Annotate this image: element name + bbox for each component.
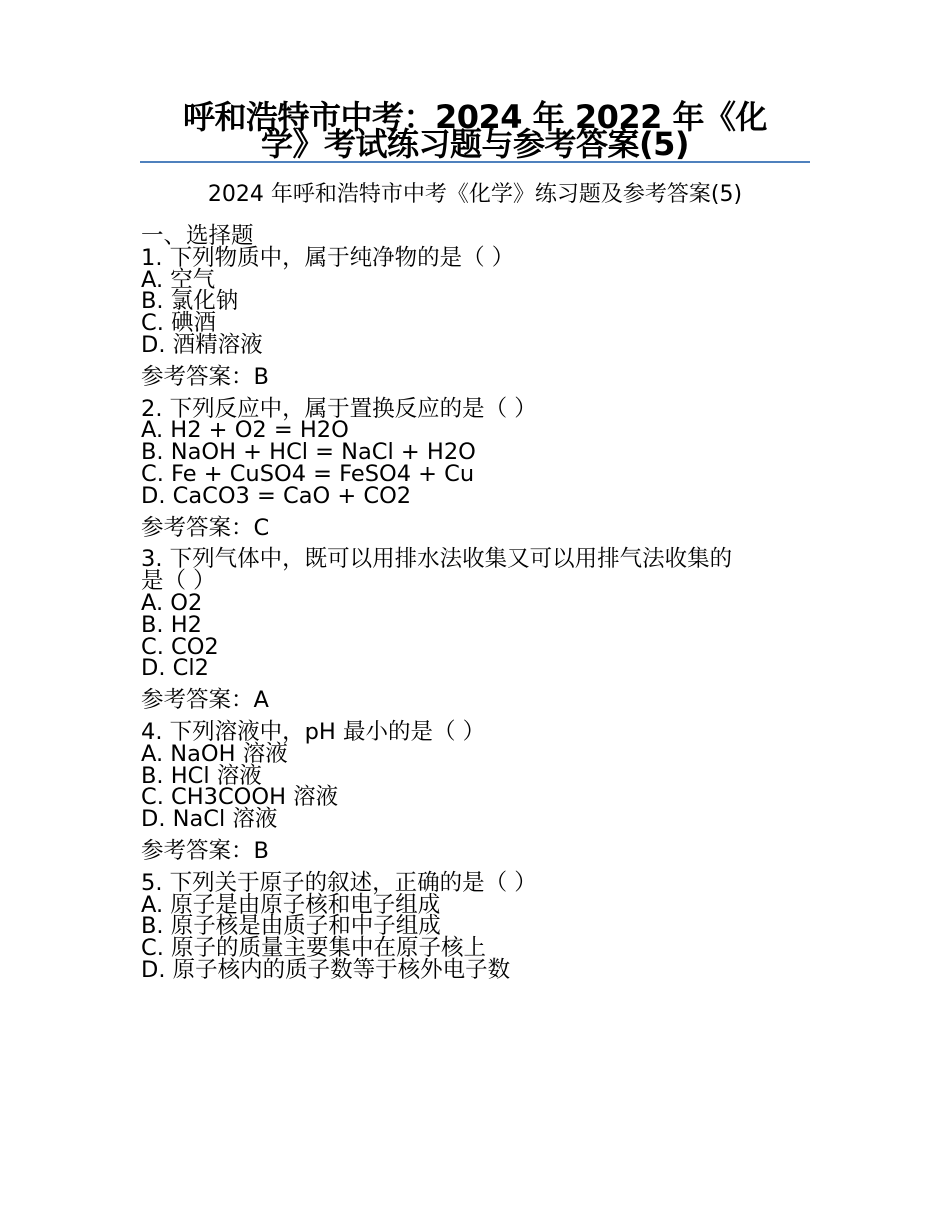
question-1-stem: 1. 下列物质中，属于纯净物的是（ ）: [141, 244, 515, 271]
title-underline-rule: [140, 161, 810, 163]
question-2-option-a: A. H2 + O2 = H2O: [141, 417, 349, 444]
question-4-option-c: C. CH3COOH 溶液: [141, 784, 339, 811]
document-subtitle: 2024 年呼和浩特市中考《化学》练习题及参考答案(5): [207, 182, 743, 207]
question-1-option-b: B. 氯化钠: [141, 288, 239, 315]
document-body: [141, 223, 821, 983]
question-2-option-d: D. CaCO3 = CaO + CO2: [141, 482, 412, 509]
question-3-option-c: C. CO2: [141, 633, 219, 660]
question-3-option-d: D. Cl2: [141, 655, 209, 682]
question-1-option-a: A. 空气: [141, 266, 216, 293]
question-4-option-a: A. NaOH 溶液: [141, 740, 288, 767]
question-2-option-c: C. Fe + CuSO4 = FeSO4 + Cu: [141, 460, 475, 487]
document-title: [140, 98, 810, 163]
title-line-2: 学》考试练习题与参考答案(5): [260, 125, 690, 163]
question-5-option-d: D. 原子核内的质子数等于核外电子数: [141, 956, 511, 983]
question-4-answer: 参考答案：B: [141, 837, 269, 864]
question-2-option-b: B. NaOH + HCl = NaCl + H2O: [141, 439, 476, 466]
question-4-option-b: B. HCl 溶液: [141, 762, 262, 789]
question-3-stem-line-2: 是（ ）: [141, 568, 216, 595]
question-2-stem: 2. 下列反应中，属于置换反应的是（ ）: [141, 395, 537, 422]
question-4-stem: 4. 下列溶液中，pH 最小的是（ ）: [141, 718, 486, 745]
question-5-option-b: B. 原子核是由质子和中子组成: [141, 913, 441, 940]
question-4-option-d: D. NaCl 溶液: [141, 806, 278, 833]
question-3-option-a: A. O2: [141, 589, 203, 616]
question-2-answer: 参考答案：C: [141, 514, 270, 541]
section-heading: 一、选择题: [141, 223, 254, 249]
question-3-option-b: B. H2: [141, 611, 202, 638]
title-line-1: 呼和浩特市中考：2024 年 2022 年《化: [182, 98, 768, 136]
question-3-stem-line-1: 3. 下列气体中，既可以用排水法收集又可以用排气法收集的: [141, 546, 733, 573]
question-1-option-d: D. 酒精溶液: [141, 331, 263, 358]
question-5-option-c: C. 原子的质量主要集中在原子核上: [141, 935, 487, 962]
question-5-option-a: A. 原子是由原子核和电子组成: [141, 891, 441, 918]
question-1-option-c: C. 碘酒: [141, 310, 217, 337]
question-5-stem: 5. 下列关于原子的叙述，正确的是（ ）: [141, 869, 537, 896]
question-3-answer: 参考答案：A: [141, 687, 269, 714]
question-1-answer: 参考答案：B: [141, 363, 269, 390]
